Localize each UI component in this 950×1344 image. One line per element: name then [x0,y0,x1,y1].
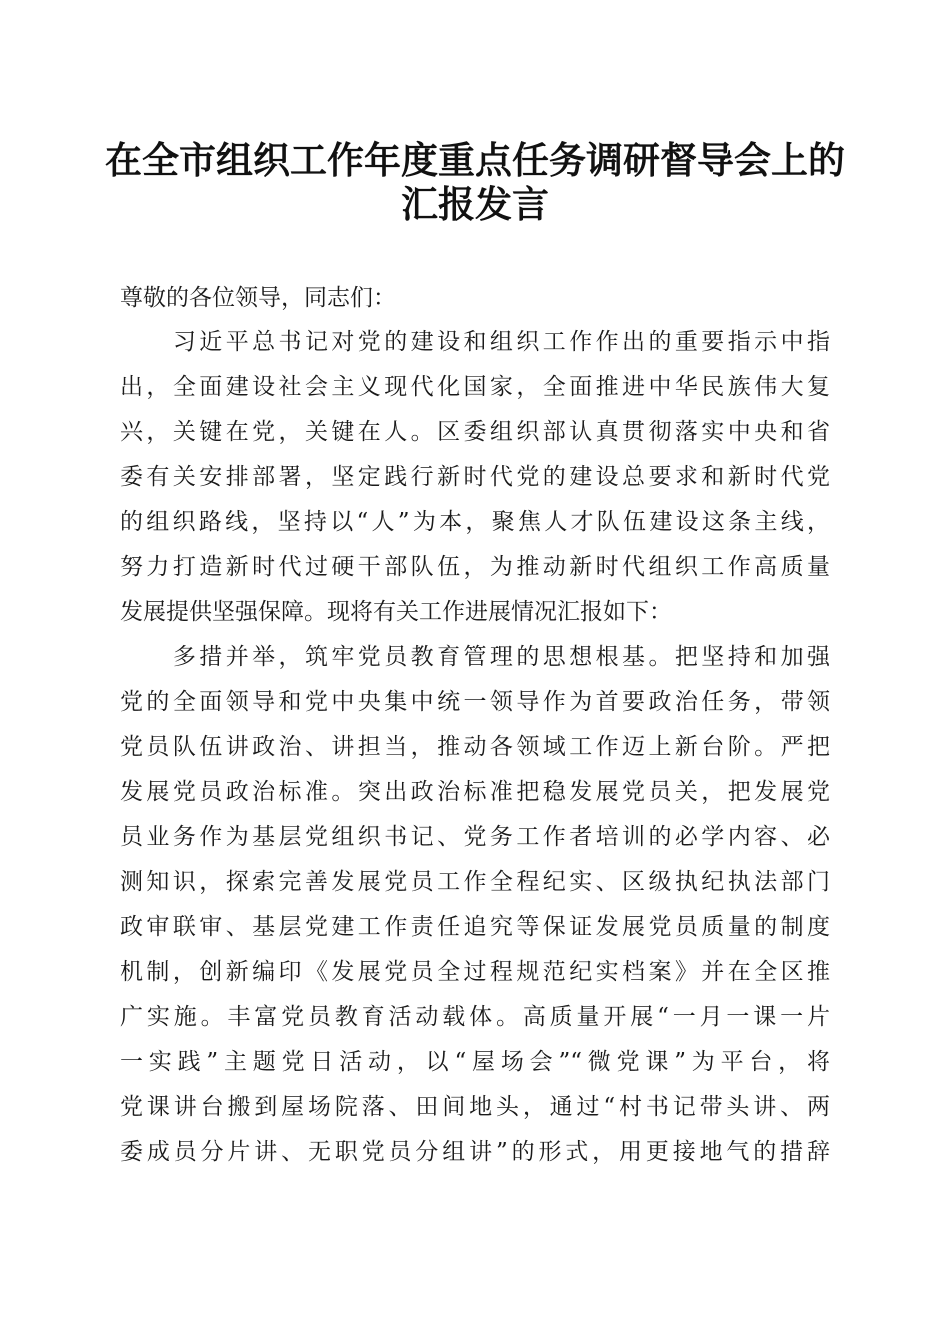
paragraph-2-line: 发展党员政治标准。突出政治标准把稳发展党员关，把发展党 [120,779,830,805]
paragraph-2-line: 一实践”主题党日活动，以“屋场会”“微党课”为平台，将 [120,1049,830,1075]
paragraph-1-line: 委有关安排部署，坚定践行新时代党的建设总要求和新时代党 [120,464,830,490]
paragraph-1-line: 发展提供坚强保障。现将有关工作进展情况汇报如下： [120,599,672,625]
paragraph-2-line: 委成员分片讲、无职党员分组讲”的形式，用更接地气的措辞 [120,1139,830,1165]
paragraph-2-line: 政审联审、基层党建工作责任追究等保证发展党员质量的制度 [120,914,830,940]
paragraph-1-line: 习近平总书记对党的建设和组织工作作出的重要指示中指 [120,329,830,355]
paragraph-2-line: 党的全面领导和党中央集中统一领导作为首要政治任务，带领 [120,689,830,715]
document-title-line-2: 汇报发言 [401,182,549,226]
paragraph-2-line: 党课讲台搬到屋场院落、田间地头，通过“村书记带头讲、两 [120,1094,830,1120]
document-title-line-1: 在全市组织工作年度重点任务调研督导会上的 [105,138,845,182]
paragraph-2-line: 党员队伍讲政治、讲担当，推动各领域工作迈上新台阶。严把 [120,734,830,760]
paragraph-1-line: 的组织路线，坚持以“人”为本，聚焦人才队伍建设这条主线， [120,509,830,535]
paragraph-2-line: 员业务作为基层党组织书记、党务工作者培训的必学内容、必 [120,824,830,850]
salutation: 尊敬的各位领导，同志们： [120,285,396,311]
paragraph-1-line: 努力打造新时代过硬干部队伍，为推动新时代组织工作高质量 [120,554,830,580]
paragraph-2-line: 机制，创新编印《发展党员全过程规范纪实档案》并在全区推 [120,959,830,985]
paragraph-2-line: 测知识，探索完善发展党员工作全程纪实、区级执纪执法部门 [120,869,830,895]
paragraph-2-line: 多措并举，筑牢党员教育管理的思想根基。把坚持和加强 [120,644,830,670]
paragraph-1-line: 出，全面建设社会主义现代化国家，全面推进中华民族伟大复 [120,374,830,400]
paragraph-2-line: 广实施。丰富党员教育活动载体。高质量开展“一月一课一片 [120,1004,830,1030]
paragraph-1-line: 兴，关键在党，关键在人。区委组织部认真贯彻落实中央和省 [120,419,830,445]
